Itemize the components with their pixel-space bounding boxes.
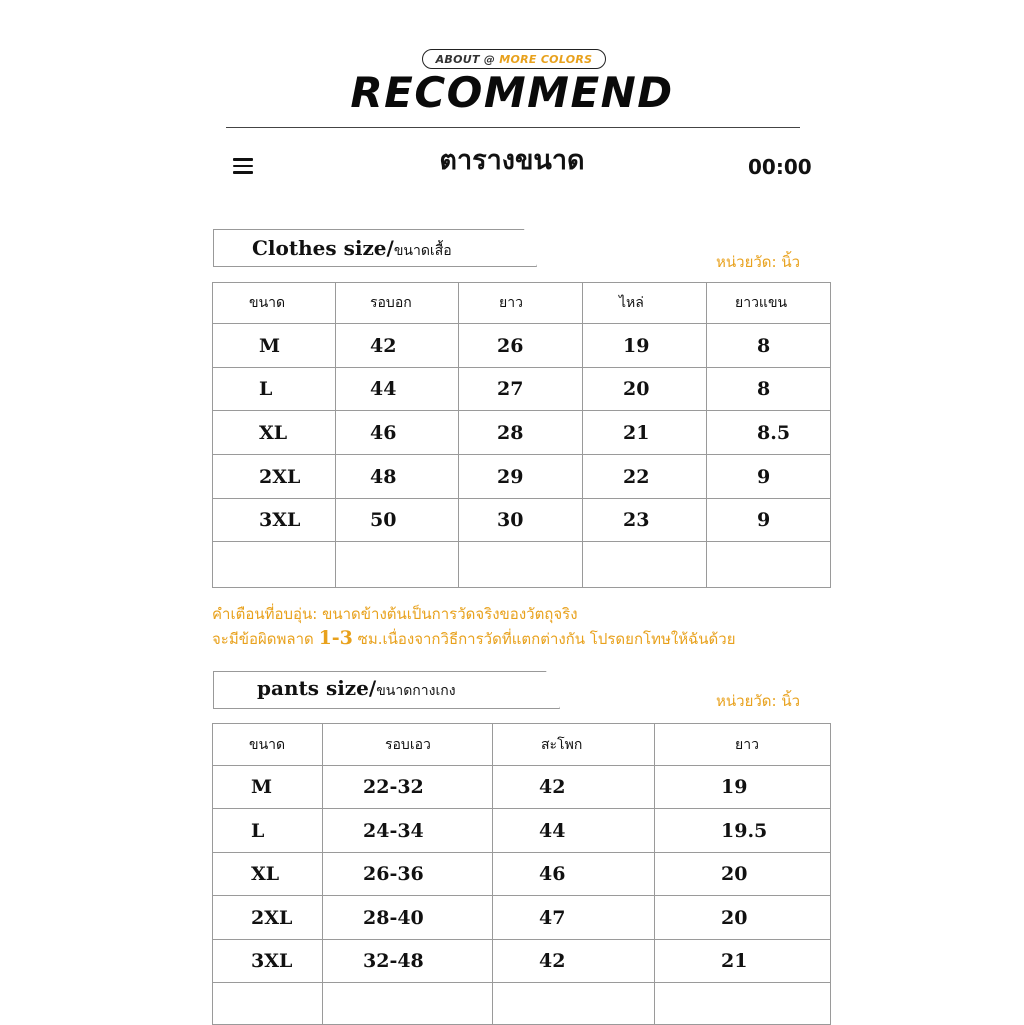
table-cell-value: 42 <box>539 776 566 798</box>
table-cell <box>493 766 655 809</box>
clothes-header-cell <box>583 283 707 324</box>
clothes-header-row <box>213 283 831 324</box>
table-row <box>213 542 831 588</box>
table-cell-value: 2XL <box>251 906 293 929</box>
table-cell <box>213 542 336 588</box>
badge-more-colors-text: MORE COLORS <box>499 52 593 66</box>
table-cell-value: L <box>251 819 265 842</box>
table-cell <box>655 853 831 896</box>
table-cell <box>213 324 336 368</box>
pants-header-row <box>213 724 831 766</box>
pants-header-cell <box>655 724 831 766</box>
table-cell-value: 32-48 <box>363 950 424 972</box>
table-cell <box>493 809 655 853</box>
table-cell-value: XL <box>259 421 288 444</box>
table-cell-value: 21 <box>623 421 650 444</box>
table-row <box>213 896 831 940</box>
table-cell-value: 24-34 <box>363 819 424 842</box>
table-cell <box>493 896 655 940</box>
table-row <box>213 766 831 809</box>
table-cell <box>655 809 831 853</box>
table-cell-value: 19.5 <box>721 819 768 842</box>
pants-unit-label: หน่วยวัด: นิ้ว <box>716 692 801 710</box>
table-cell-value: 44 <box>539 819 566 842</box>
pants-size-label-main: pants size/ <box>257 676 377 700</box>
table-cell <box>213 853 323 896</box>
table-cell-value: 8 <box>757 378 771 400</box>
warning-line-1: คำเตือนที่อบอุ่น: ขนาดข้างต้นเป็นการวัดจริงของวัตถุจริง <box>212 605 578 623</box>
pants-size-table <box>212 723 831 1025</box>
clothes-header-text: รอบอก <box>370 295 412 311</box>
table-cell-value: M <box>251 776 273 798</box>
clothes-header-text: ขนาด <box>249 295 286 311</box>
table-cell <box>336 368 459 411</box>
table-cell-value: 47 <box>539 906 566 929</box>
table-cell-value: 26 <box>497 334 524 357</box>
table-cell-value: 20 <box>623 378 650 400</box>
table-cell <box>213 368 336 411</box>
table-cell <box>323 853 493 896</box>
table-cell <box>459 411 583 455</box>
clothes-size-table <box>212 282 831 588</box>
table-row <box>213 853 831 896</box>
table-cell-value: M <box>259 334 281 357</box>
table-cell <box>459 542 583 588</box>
table-cell-value: 20 <box>721 906 748 929</box>
table-cell-value: 46 <box>370 421 397 444</box>
table-cell <box>707 499 831 542</box>
table-cell <box>707 368 831 411</box>
table-cell-value: XL <box>251 863 280 885</box>
table-cell <box>336 542 459 588</box>
table-cell <box>323 809 493 853</box>
table-cell <box>459 455 583 499</box>
table-row <box>213 983 831 1025</box>
table-cell <box>336 411 459 455</box>
table-cell-value: 27 <box>497 378 524 400</box>
table-cell <box>493 853 655 896</box>
table-cell <box>459 368 583 411</box>
table-cell-value: 48 <box>370 465 397 488</box>
table-cell-value: 9 <box>757 509 771 531</box>
table-cell <box>707 324 831 368</box>
table-cell <box>213 499 336 542</box>
table-row <box>213 324 831 368</box>
table-cell-value: 3XL <box>251 950 293 972</box>
table-cell <box>583 368 707 411</box>
clothes-header-cell <box>459 283 583 324</box>
table-cell-value: 42 <box>539 950 566 972</box>
clothes-header-cell <box>707 283 831 324</box>
pants-header-cell <box>323 724 493 766</box>
table-cell <box>583 542 707 588</box>
pants-header-text: สะโพก <box>541 736 583 753</box>
table-row <box>213 940 831 983</box>
table-cell <box>583 324 707 368</box>
pants-size-label <box>257 676 456 702</box>
table-cell <box>655 896 831 940</box>
table-cell <box>213 766 323 809</box>
pants-header-text: รอบเอว <box>385 736 431 753</box>
table-cell-value: 46 <box>539 863 566 885</box>
table-cell-value: 28-40 <box>363 906 424 929</box>
table-cell <box>707 542 831 588</box>
table-cell <box>493 940 655 983</box>
table-cell-value: 22-32 <box>363 776 424 798</box>
table-cell-value: 19 <box>623 334 650 357</box>
table-cell <box>213 411 336 455</box>
table-cell <box>459 499 583 542</box>
table-cell <box>213 940 323 983</box>
pants-header-text: ยาว <box>735 736 759 753</box>
table-cell <box>493 983 655 1025</box>
clothes-header-cell <box>213 283 336 324</box>
table-row <box>213 411 831 455</box>
table-cell-value: 3XL <box>259 509 301 531</box>
clothes-unit-label: หน่วยวัด: นิ้ว <box>716 253 801 271</box>
table-cell-value: 28 <box>497 421 524 444</box>
clothes-header-text: ไหล่ <box>619 295 644 311</box>
table-cell-value: 19 <box>721 776 748 798</box>
warning-line-2-post: ซม.เนื่องจากวิธีการวัดที่แตกต่างกัน โปรดยกโทษให้ฉันด้วย <box>357 630 736 648</box>
table-cell <box>213 455 336 499</box>
table-cell-value: 8 <box>757 334 771 357</box>
pants-size-label-sub: ขนาดกางเกง <box>376 683 456 699</box>
table-cell-value: 44 <box>370 378 397 400</box>
table-cell-value: 29 <box>497 465 524 488</box>
clothes-size-label <box>252 236 452 262</box>
table-cell-value: 22 <box>623 465 650 488</box>
table-cell-value: 21 <box>721 950 748 972</box>
table-cell <box>655 983 831 1025</box>
recommend-heading: RECOMMEND <box>350 68 674 117</box>
clothes-header-cell <box>336 283 459 324</box>
table-cell-value: 20 <box>721 863 748 885</box>
table-cell <box>655 940 831 983</box>
table-cell-value: 50 <box>370 509 397 531</box>
about-more-colors-badge <box>422 49 606 69</box>
table-cell-value: 26-36 <box>363 863 424 885</box>
table-row <box>213 455 831 499</box>
table-cell-value: 30 <box>497 509 524 531</box>
table-cell <box>583 455 707 499</box>
clothes-size-label-sub: ขนาดเสื้อ <box>393 243 452 259</box>
badge-about-text: ABOUT @ <box>435 52 496 66</box>
warning-line-2-pre: จะมีข้อผิดพลาด <box>212 630 314 648</box>
clothes-header-text: ยาว <box>499 295 523 311</box>
table-cell <box>336 324 459 368</box>
table-cell <box>336 499 459 542</box>
table-cell <box>323 983 493 1025</box>
table-row <box>213 499 831 542</box>
table-cell <box>213 983 323 1025</box>
table-cell-value: 9 <box>757 465 771 488</box>
table-cell <box>213 896 323 940</box>
warning-line-2 <box>212 627 736 651</box>
table-cell-value: 8.5 <box>757 421 791 444</box>
table-cell <box>583 411 707 455</box>
table-cell <box>336 455 459 499</box>
table-row <box>213 368 831 411</box>
table-cell <box>323 940 493 983</box>
table-cell-value: 2XL <box>259 465 301 488</box>
table-cell <box>707 455 831 499</box>
table-cell <box>323 766 493 809</box>
table-cell-value: 42 <box>370 334 397 357</box>
table-cell <box>323 896 493 940</box>
header-divider <box>226 127 800 128</box>
table-row <box>213 809 831 853</box>
pants-header-cell <box>213 724 323 766</box>
clothes-header-text: ยาวแขน <box>735 295 788 311</box>
table-cell-value: 23 <box>623 509 650 531</box>
table-cell <box>655 766 831 809</box>
warning-error-range: 1-3 <box>318 627 353 649</box>
table-cell <box>213 809 323 853</box>
table-cell-value: L <box>259 378 273 400</box>
table-cell <box>583 499 707 542</box>
pants-header-text: ขนาด <box>249 736 286 753</box>
clock-time: 00:00 <box>748 155 812 179</box>
clothes-size-label-main: Clothes size/ <box>252 236 394 260</box>
table-cell <box>707 411 831 455</box>
pants-header-cell <box>493 724 655 766</box>
table-cell <box>459 324 583 368</box>
page-title: ตารางขนาด <box>439 145 585 176</box>
